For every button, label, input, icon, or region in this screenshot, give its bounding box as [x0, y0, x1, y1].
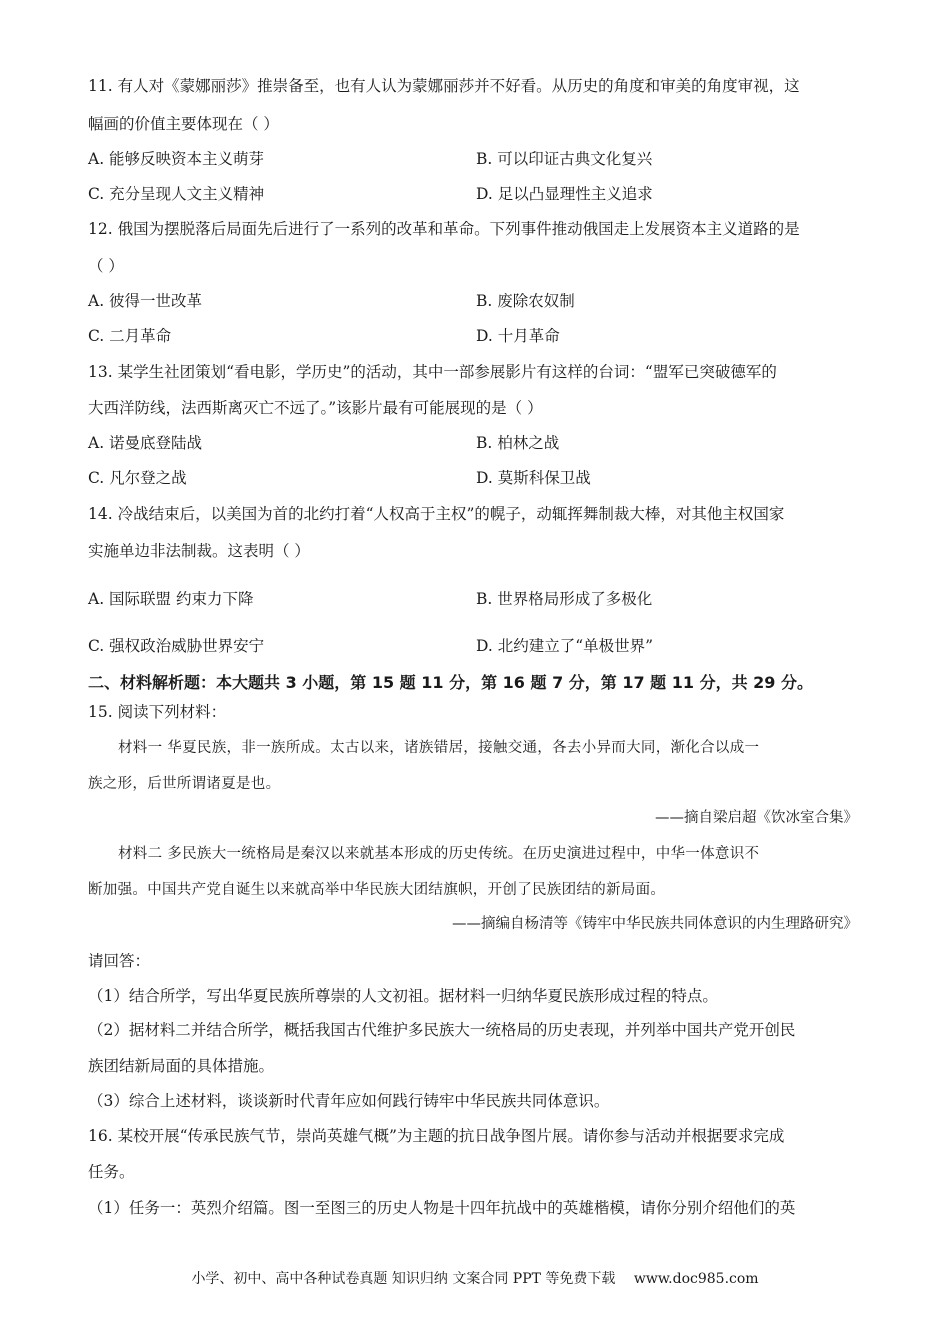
q15-intro: 15. 阅读下列材料：: [88, 703, 227, 721]
q15-material1-line2: 族之形，后世所谓诸夏是也。: [88, 776, 281, 792]
q15-ask: 请回答：: [88, 952, 151, 970]
q13-option-c: C. 凡尔登之战: [88, 469, 187, 487]
q11-stem-line2: 幅画的价值主要体现在（ ）: [88, 115, 279, 133]
q14-option-b: B. 世界格局形成了多极化: [476, 590, 653, 608]
q11-option-d: D. 足以凸显理性主义追求: [476, 185, 653, 203]
q15-material1-line1: 材料一 华夏民族，非一族所成。太古以来，诸族错居，接触交通，各去小异而大同，渐化合以成一: [118, 740, 760, 756]
q12-option-c: C. 二月革命: [88, 327, 172, 345]
q11-option-b: B. 可以印证古典文化复兴: [476, 150, 653, 168]
q13-stem-line1: 13. 某学生社团策划“看电影，学历史”的活动，其中一部参展影片有这样的台词：“盟军已突破德军的: [88, 363, 777, 381]
q13-option-b: B. 柏林之战: [476, 434, 560, 452]
q16-stem-line2: 任务。: [88, 1163, 135, 1181]
q13-stem-line2: 大西洋防线，法西斯离灭亡不远了。”该影片最有可能展现的是（ ）: [88, 399, 543, 417]
q16-stem-line1: 16. 某校开展“传承民族气节，崇尚英雄气概”为主题的抗日战争图片展。请你参与活动并根据要求完成: [88, 1127, 785, 1145]
footer-text: 小学、初中、高中各种试卷真题 知识归纳 文案合同 PPT 等免费下载: [191, 1271, 616, 1287]
q15-sub2-line1: （2）据材料二并结合所学，概括我国古代维护多民族大一统格局的历史表现，并列举中国共产党开创民: [88, 1021, 796, 1039]
q14-option-d: D. 北约建立了“单极世界”: [476, 637, 654, 655]
q11-option-a: A. 能够反映资本主义萌芽: [88, 150, 265, 168]
footer-link[interactable]: www.doc985.com: [633, 1271, 759, 1287]
q12-option-a: A. 彼得一世改革: [88, 292, 203, 310]
q14-option-a: A. 国际联盟 约束力下降: [88, 590, 254, 608]
q11-stem-line1: 11. 有人对《蒙娜丽莎》推崇备至，也有人认为蒙娜丽莎并不好看。从历史的角度和审美的角度审视，这: [88, 77, 800, 95]
q12-stem-line2: （ ）: [88, 257, 124, 275]
q16-sub1: （1）任务一：英烈介绍篇。图一至图三的历史人物是十四年抗战中的英雄楷模，请你分别介绍他们的英: [88, 1199, 796, 1217]
q12-stem-line1: 12. 俄国为摆脱落后局面先后进行了一系列的改革和革命。下列事件推动俄国走上发展资本主义道路的是: [88, 220, 800, 238]
q14-stem-line2: 实施单边非法制裁。这表明（ ）: [88, 542, 310, 560]
q15-sub3: （3）综合上述材料，谈谈新时代青年应如何践行铸牢中华民族共同体意识。: [88, 1092, 610, 1110]
q14-option-c: C. 强权政治威胁世界安宁: [88, 637, 265, 655]
q15-sub1: （1）结合所学，写出华夏民族所尊崇的人文初祖。据材料一归纳华夏民族形成过程的特点。: [88, 987, 718, 1005]
section2-heading: 二、材料解析题：本大题共 3 小题，第 15 题 11 分，第 16 题 7 分，第 17 题 11 分，共 29 分。: [88, 673, 813, 692]
q13-option-a: A. 诺曼底登陆战: [88, 434, 203, 452]
q15-material2-line2: 断加强。中国共产党自诞生以来就高举中华民族大团结旗帜，开创了民族团结的新局面。: [88, 882, 666, 898]
q14-stem-line1: 14. 冷战结束后，以美国为首的北约打着“人权高于主权”的幌子，动辄挥舞制裁大棒，对其他主权国家: [88, 505, 785, 523]
q15-material2-source: ——摘编自杨清等《铸牢中华民族共同体意识的内生理路研究》: [452, 916, 858, 932]
q11-option-c: C. 充分呈现人文主义精神: [88, 185, 265, 203]
q15-sub2-line2: 族团结新局面的具体措施。: [88, 1057, 275, 1075]
q15-material1-source: ——摘自梁启超《饮冰室合集》: [655, 810, 858, 826]
page-footer: [0, 1269, 950, 1289]
q15-material2-line1: 材料二 多民族大一统格局是秦汉以来就基本形成的历史传统。在历史演进过程中，中华一体意识不: [118, 846, 760, 862]
q13-option-d: D. 莫斯科保卫战: [476, 469, 591, 487]
q12-option-b: B. 废除农奴制: [476, 292, 575, 310]
q12-option-d: D. 十月革命: [476, 327, 560, 345]
